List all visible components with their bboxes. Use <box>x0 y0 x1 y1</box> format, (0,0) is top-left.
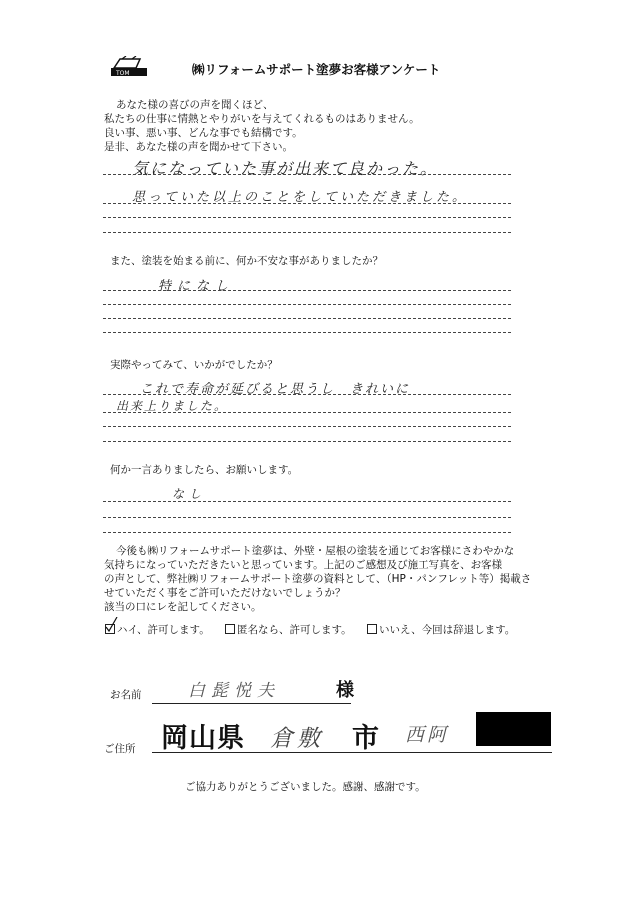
handwritten-answer: 特になし <box>158 279 235 294</box>
handwritten-answer: 気になっていた事が出来て良かった。 <box>132 159 439 178</box>
address-label: ご住所 <box>104 743 136 755</box>
question-2: 実際やってみて、いかがでしたか？ <box>110 359 278 371</box>
name-underline <box>152 703 351 704</box>
address-prefecture: 岡山県 <box>161 723 245 754</box>
address-area: 西阿 <box>405 724 450 746</box>
checkbox-checked-icon[interactable] <box>105 624 115 634</box>
intro-line: 私たちの仕事に情熱とやりがいを与えてくれるものはありません。 <box>104 113 420 125</box>
option-label: いいえ、今回は辞退します。 <box>379 624 516 636</box>
answer-rule <box>103 441 511 442</box>
checkbox-icon[interactable] <box>367 624 377 634</box>
intro-line: 良い事、悪い事、どんな事でも結構です。 <box>104 127 303 139</box>
answer-rule <box>103 517 511 518</box>
handwritten-answer: これで寿命が延びると思うし きれいに <box>140 382 411 397</box>
answer-rule <box>103 532 511 533</box>
answer-rule <box>103 290 511 291</box>
question-1: また、塗装を始まる前に、何か不安な事がありましたか？ <box>110 255 383 267</box>
permission-text: の声として、弊社㈱リフォームサポート塗夢の資料として、（HP・パンフレット等）掲載さ <box>104 573 532 585</box>
name-label: お名前 <box>110 689 142 701</box>
intro-line: 是非、あなた様の声を聞かせて下さい。 <box>104 141 293 153</box>
handwritten-answer: 思っていた以上のことをしていただきました。 <box>132 190 469 205</box>
option-label: ハイ、許可します。 <box>117 624 210 636</box>
permission-text: 該当の口にレを記してください。 <box>104 601 262 613</box>
option-anonymous[interactable] <box>225 623 352 638</box>
answer-rule <box>103 174 511 175</box>
option-label: 匿名なら、許可します。 <box>237 624 352 636</box>
option-decline[interactable] <box>367 623 515 638</box>
svg-text:TOM: TOM <box>116 70 130 77</box>
handwritten-answer: 出来上りました。 <box>116 399 229 413</box>
answer-rule <box>103 501 511 502</box>
footer-thanks: ご協力ありがとうございました。感謝、感謝です。 <box>185 781 426 793</box>
redaction-block <box>476 712 551 746</box>
permission-text: 今後も㈱リフォームサポート塗夢は、外壁・屋根の塗装を通じてお客様にさわやかな <box>116 545 515 557</box>
intro-line: あなた様の喜びの声を聞くほど、 <box>116 99 274 111</box>
address-city: 倉敷 <box>270 726 324 752</box>
answer-rule <box>103 394 511 395</box>
permission-text: 気持ちになっていただきたいと思っています。上記のご感想及び施工写真を、お客様 <box>104 559 503 571</box>
name-value: 白髭悦夫 <box>188 681 280 701</box>
checkbox-icon[interactable] <box>225 624 235 634</box>
handwritten-answer: なし <box>172 487 207 501</box>
address-city-suffix: 市 <box>352 723 379 754</box>
name-honorific: 様 <box>336 680 354 701</box>
answer-rule <box>103 412 511 413</box>
answer-rule <box>103 217 511 218</box>
address-underline <box>152 752 552 753</box>
answer-rule <box>103 332 511 333</box>
option-allow[interactable] <box>105 623 210 638</box>
answer-rule <box>103 203 511 204</box>
company-logo-icon <box>110 56 150 78</box>
permission-text: せていただく事をご許可いただけないでしょうか？ <box>104 587 346 599</box>
answer-rule <box>103 232 511 233</box>
answer-rule <box>103 304 511 305</box>
answer-rule <box>103 318 511 319</box>
survey-title: ㈱リフォームサポート塗夢お客様アンケート <box>192 62 441 77</box>
answer-rule <box>103 426 511 427</box>
question-3: 何か一言ありましたら、お願いします。 <box>110 464 299 476</box>
